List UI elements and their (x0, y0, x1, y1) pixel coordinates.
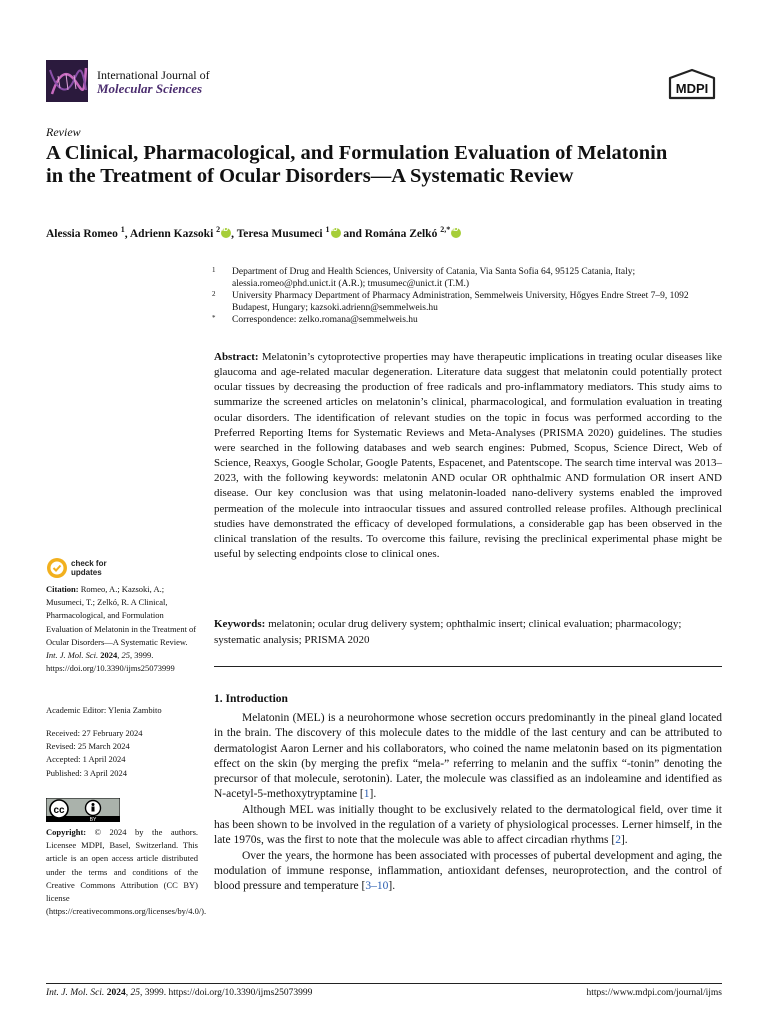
received-date: Received: 27 February 2024 (46, 728, 143, 738)
check-updates-line1: check for (71, 559, 107, 568)
author-affil-mark: 1 (325, 225, 330, 234)
keywords-label: Keywords: (214, 618, 266, 630)
journal-logo-icon (46, 60, 88, 102)
accepted-date: Accepted: 1 April 2024 (46, 754, 126, 765)
author-affil-mark: 2,* (440, 225, 451, 234)
journal-name-line1: International Journal of (97, 68, 210, 82)
footer-journal: Int. J. Mol. Sci. (46, 988, 105, 998)
reference-link[interactable]: 1 (363, 788, 370, 801)
article-dates (46, 727, 198, 780)
author-affil-mark: 1 (120, 225, 125, 234)
affiliation-list (212, 266, 722, 326)
copyright-block (46, 826, 207, 918)
affiliation (212, 314, 722, 326)
paragraph-text: ]. (388, 880, 396, 893)
paragraph-text: Although MEL was initially thought to be exclusively related to the dermatological field, over time it has been shown to be involved in the regulation of a variety of physiological processes. Lerner himself, in the late 1970s, was the first to note that the molecule was able to affect circadian rhythms [ (214, 803, 722, 847)
affiliation-text: Department of Drug and Health Sciences, University of Catania, Via Santa Sofia 64, 95125 Catania, Italy; alessia.romeo@phd.unict.it (A.R.); tmusumec@unict.it (T.M.) (232, 267, 636, 289)
check-updates-icon (46, 557, 68, 579)
section-heading: 1. Introduction (214, 693, 288, 705)
article-title: A Clinical, Pharmacological, and Formulation Evaluation of Melatonin in the Treatment of Ocular Disorders—A Systematic Review (46, 142, 668, 187)
reference-link[interactable]: 2 (615, 834, 621, 847)
publisher-name: MDPI (675, 81, 709, 96)
author-separator: , (231, 227, 237, 240)
citation-label: Citation: (46, 584, 79, 594)
citation-text: Romeo, A.; Kazsoki, A.; Musumeci, T.; Zelkó, R. A Clinical, Pharmacological, and Formulation Evaluation of Melatonin in the Treatment of Ocular Disorders—A Systematic Review. (46, 584, 197, 647)
affiliation-mark: * (212, 314, 216, 322)
abstract-label: Abstract: (214, 351, 259, 363)
keywords (214, 617, 722, 648)
cc-badge-label: BY (89, 817, 97, 822)
footer-doi[interactable]: , 3999. https://doi.org/10.3390/ijms25073999 (139, 988, 313, 998)
footer-divider (46, 983, 722, 984)
orcid-icon[interactable] (221, 228, 231, 238)
correspondence: Correspondence: zelko.romana@semmelweis.hu (232, 315, 418, 325)
published-date: Published: 3 April 2024 (46, 767, 127, 778)
orcid-icon[interactable] (451, 228, 461, 238)
paragraph-text: ]. (369, 788, 377, 801)
orcid-icon[interactable] (331, 228, 341, 238)
svg-text:cc: cc (53, 805, 65, 816)
paragraph-text: ]. (620, 834, 628, 847)
revised-date: Revised: 25 March 2024 (46, 741, 130, 752)
author-name[interactable]: Teresa Musumeci (236, 227, 323, 240)
citation-year: 2024 (100, 650, 118, 661)
author-name[interactable]: Adrienn Kazsoki (129, 227, 214, 240)
cc-by-license-icon[interactable] (46, 798, 120, 822)
affiliation (212, 290, 722, 314)
mdpi-logo-icon[interactable] (664, 68, 720, 102)
journal-name (97, 68, 210, 96)
journal-name-line2: Molecular Sciences (97, 81, 203, 96)
footer-citation: Int. J. Mol. Sci. 2024, 25, 3999. https://doi.org/10.3390/ijms25073999 (46, 988, 313, 998)
paragraph (214, 849, 722, 895)
abstract-text: Melatonin’s cytoprotective properties may have therapeutic implications in treating ocular diseases like glaucoma and age-related macular degeneration. Literature data suggest that melatonin could potentially protect ocular tissues by decreasing the production of free radicals and pro-inflammatory mediators. This study aims to summarize the screened articles on melatonin’s clinical, pharmacological, and formulation evaluation in treating ocular disorders. The identification of relevant studies on the topic in focus was performed according to the Preferred Reporting Items for Systematic Reviews and Meta-Analyses (PRISMA 2020) guidelines. The studies were searched in the following databases and web search engines: Pubmed, Scopus, Science Direct, Web of Science, Reaxys, Google Scholar, Google Patents, Espacenet, and Patentscope. The search time interval was 2013–2023, with the following keywords: melatonin AND ocular OR ophthalmic AND formulation OR insert AND disease. Our key conclusion was that using melatonin-loaded nano-delivery systems enabled the improved permeation of the molecule into intraocular tissues and assured controlled release profiles. Although preclinical studies have demonstrated the efficacy of developed formulations, a considerable gap has been observed in the clinical translation of the results. To overcome this failure, revising the preclinical experimental phase might be useful by selecting endpoints close to clinical ones. (214, 351, 722, 561)
citation-doi[interactable]: , 3999. https://doi.org/10.3390/ijms25073999 (46, 650, 175, 674)
footer-journal-url[interactable]: https://www.mdpi.com/journal/ijms (586, 988, 722, 998)
affiliation-mark: 1 (212, 266, 216, 274)
check-for-updates-button[interactable] (46, 557, 116, 581)
check-updates-line2: updates (71, 568, 102, 577)
citation-journal: Int. J. Mol. Sci. (46, 650, 99, 661)
article-type: Review (46, 125, 81, 139)
copyright-text: © 2024 by the authors. Licensee MDPI, Basel, Switzerland. This article is an open access article distributed under the terms and conditions of the Creative Commons Attribution (CC BY) license (https://creativecommons.org/licenses/by/4.0/). (46, 827, 207, 917)
footer-volume: 25 (130, 988, 140, 998)
paragraph (214, 711, 722, 803)
affiliation-text: University Pharmacy Department of Pharmacy Administration, Semmelweis University, Hőgyes Endre Street 7–9, 1092 Budapest, Hungary; kazsoki.adrienn@semmelweis.hu (232, 291, 689, 313)
reference-link[interactable]: 3–10 (365, 880, 389, 893)
affiliation-mark: 2 (212, 290, 216, 298)
copyright-label: Copyright: (46, 827, 87, 837)
author-list (46, 225, 461, 240)
keywords-text: melatonin; ocular drug delivery system; ophthalmic insert; clinical evaluation; pharmacology; systematic analysis; PRISMA 2020 (214, 618, 682, 646)
paragraph-text: Over the years, the hormone has been associated with processes of pubertal development and aging, the modulation of immune response, inflammation, antioxidant defenses, neuroprotection, and the control of blood pressure and temperature [ (214, 849, 722, 893)
author-name[interactable]: Alessia Romeo (46, 227, 118, 240)
author-name[interactable]: Romána Zelkó (364, 227, 438, 240)
author-separator: and (340, 227, 365, 240)
paragraph (214, 803, 722, 849)
citation-block: Citation: Romeo, A.; Kazsoki, A.; Musumeci, T.; Zelkó, R. A Clinical, Pharmacological, and Formulation Evaluation of Melatonin in the Treatment of Ocular Disorders—A Systematic Review. Int. J. Mol. Sci. 2024, 25, 3999. https://doi.org/10.3390/ijms25073999 (46, 584, 197, 674)
citation-volume: 25 (121, 650, 131, 661)
introduction-body (214, 711, 722, 895)
section-divider (214, 666, 722, 667)
abstract (214, 350, 722, 562)
academic-editor: Academic Editor: Ylenia Zambito (46, 705, 162, 715)
footer-year: 2024 (106, 988, 126, 998)
affiliation (212, 266, 722, 290)
check-updates-label (71, 559, 107, 577)
author-separator: , (124, 227, 130, 240)
author-affil-mark: 2 (216, 225, 221, 234)
paragraph-text: Melatonin (MEL) is a neurohormone whose secretion occurs predominantly in the pineal gland located in the brain. The discovery of this molecule dates to the middle of the last century and can be attributed to dermatologist Aaron Lerner and his collaborators, who coined the name melatonin based on its pigmentation effect on the skin (by merging the prefix “mela-” referring to melanin and the suffix “-tonin” denoting the precursor of that molecule, serotonin). Later, the molecule was classified as an indoleamine and identified as N-acetyl-5-methoxytryptamine [ (214, 712, 722, 801)
